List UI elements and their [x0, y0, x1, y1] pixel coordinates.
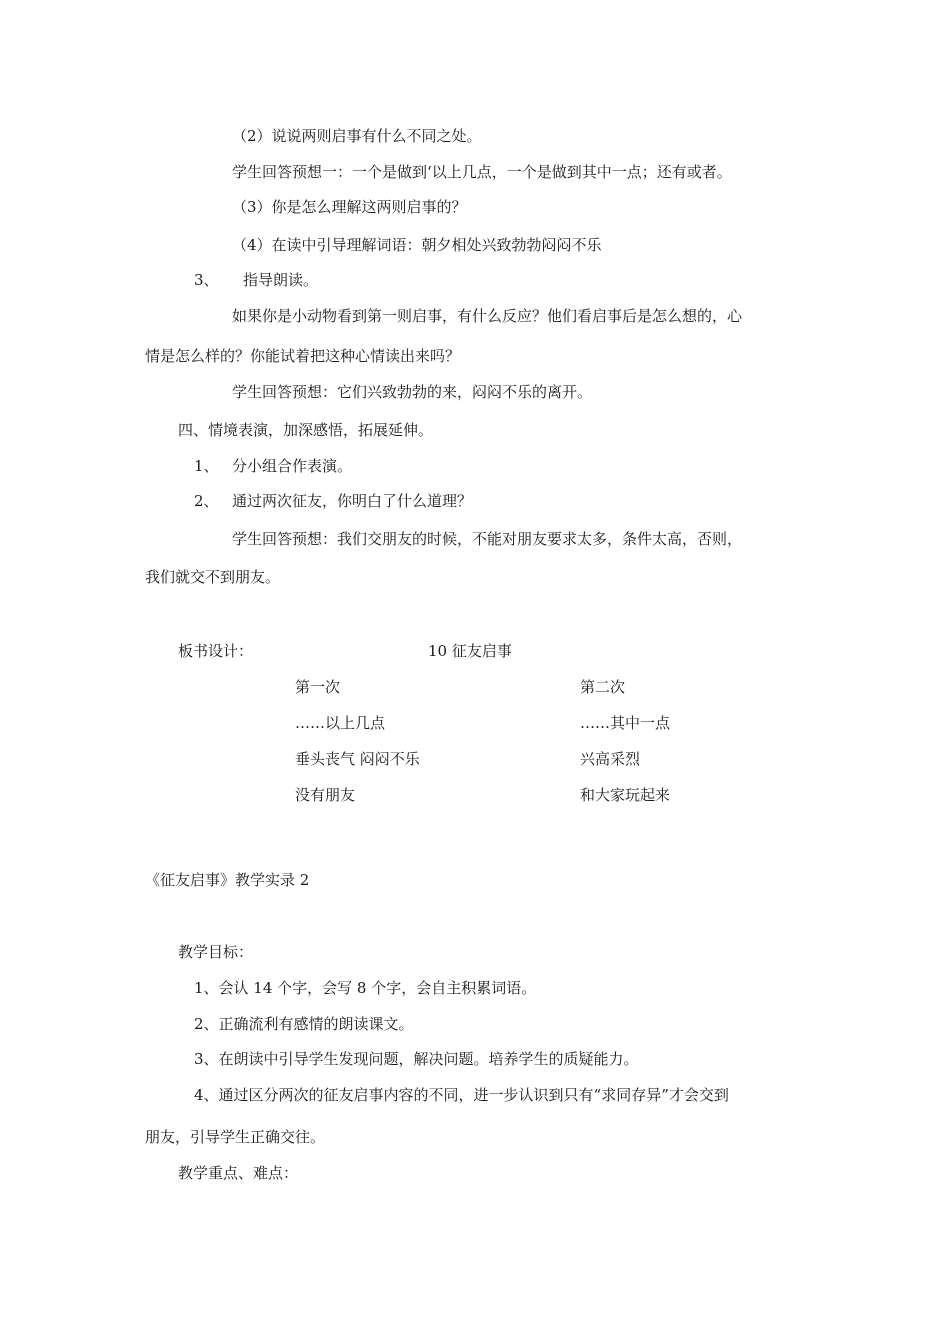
board-right-line: 兴高采烈: [580, 750, 641, 768]
question-2-answer: 学生回答预想一：一个是做到‘以上几点，一个是做到其中一点；还有或者。: [232, 163, 732, 181]
part-4-item-1-text: 分小组合作表演。: [232, 457, 353, 475]
board-left-line: ……以上几点: [295, 714, 386, 732]
part-4-answer-line-2: 我们就交不到朋友。: [145, 568, 281, 586]
reading-paragraph-line-2: 情是怎么样的？你能试着把这种心情读出来吗？: [145, 347, 461, 365]
goal-1: 1、会认 14 个字，会写 8 个字，会自主积累词语。: [194, 979, 537, 997]
goal-4-line-2: 朋友，引导学生正确交往。: [145, 1128, 326, 1146]
question-2: （2）说说两则启事有什么不同之处。: [232, 127, 482, 145]
reading-answer: 学生回答预想：它们兴致勃勃的来，闷闷不乐的离开。: [232, 383, 593, 401]
board-left-line: 没有朋友: [295, 786, 356, 804]
question-4: （4）在读中引导理解词语：朝夕相处兴致勃勃闷闷不乐: [232, 236, 602, 254]
goal-4-line-1: 4、通过区分两次的征友启事内容的不同，进一步认识到只有“求同存异”才会交到: [194, 1086, 729, 1104]
part-4-item-1-number: 1、: [194, 457, 219, 475]
goal-2: 2、正确流利有感情的朗读课文。: [194, 1015, 414, 1033]
part-4-item-2-text: 通过两次征友，你明白了什么道理？: [232, 492, 473, 510]
part-4-answer-line-1: 学生回答预想：我们交朋友的时候，不能对朋友要求太多，条件太高，否则，: [232, 530, 743, 548]
section-2-title: 《征友启事》教学实录 2: [145, 871, 310, 889]
part-4-item-2-number: 2、: [194, 492, 219, 510]
board-title: 10 征友启事: [428, 642, 512, 660]
part-4-heading: 四、情境表演，加深感悟，拓展延伸。: [178, 421, 434, 439]
goals-heading: 教学目标：: [178, 943, 254, 961]
reading-paragraph-line-1: 如果你是小动物看到第一则启事，有什么反应？他们看启事后是怎么想的，心: [232, 307, 743, 325]
board-left-line: 垂头丧气 闷闷不乐: [295, 750, 420, 768]
board-right-line: 和大家玩起来: [580, 786, 671, 804]
question-3: （3）你是怎么理解这两则启事的？: [232, 198, 467, 216]
board-label: 板书设计：: [178, 642, 254, 660]
item-3-number: 3、: [194, 271, 219, 289]
item-3-text: 指导朗读。: [243, 271, 319, 289]
board-right-line: 第二次: [580, 678, 626, 696]
board-left-line: 第一次: [295, 678, 341, 696]
key-difficulty-heading: 教学重点、难点：: [178, 1164, 299, 1182]
board-right-line: ……其中一点: [580, 714, 671, 732]
goal-3: 3、在朗读中引导学生发现问题，解决问题。培养学生的质疑能力。: [194, 1050, 639, 1068]
